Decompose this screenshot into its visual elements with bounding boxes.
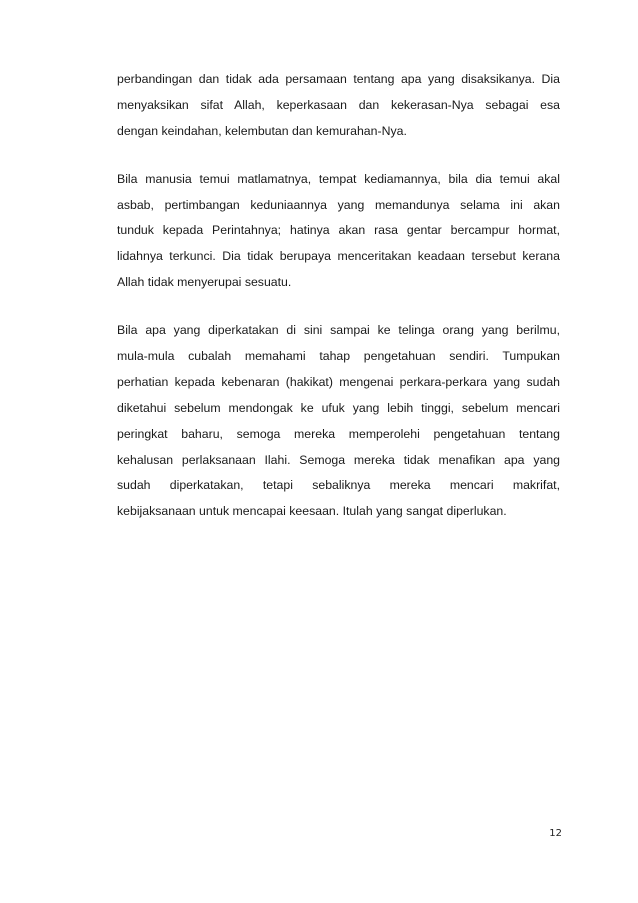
text-line: sudah diperkatakan, tetapi sebaliknya mereka mencari makrifat, [117, 478, 560, 493]
page-number: 12 [549, 828, 562, 839]
text-line: perhatian kepada kebenaran (hakikat) mengenai perkara-perkara yang sudah [117, 374, 560, 389]
text-line: Bila apa yang diperkatakan di sini sampai ke telinga orang yang berilmu, [117, 323, 560, 338]
text-line: tunduk kepada Perintahnya; hatinya akan rasa gentar bercampur hormat, [117, 223, 560, 238]
text-line: Bila manusia temui matlamatnya, tempat kediamannya, bila dia temui akal [117, 171, 560, 186]
paragraph-2 [117, 167, 560, 296]
text-line: menyaksikan sifat Allah, keperkasaan dan kekerasan-Nya sebagai esa [117, 97, 560, 112]
text-line: diketahui sebelum mendongak ke ufuk yang lebih tinggi, sebelum mencari [117, 400, 560, 415]
text-line: kehalusan perlaksanaan Ilahi. Semoga mereka tidak menafikan apa yang [117, 452, 560, 467]
text-line: peringkat baharu, semoga mereka memperolehi pengetahuan tentang [117, 426, 560, 441]
text-line: mula-mula cubalah memahami tahap pengetahuan sendiri. Tumpukan [117, 349, 560, 364]
paragraph-1 [117, 67, 560, 145]
text-line: asbab, pertimbangan keduniaannya yang memandunya selama ini akan [117, 197, 560, 212]
body-text [117, 67, 560, 547]
text-line: kebijaksanaan untuk mencapai keesaan. Itulah yang sangat diperlukan. [117, 504, 507, 519]
text-line: dengan keindahan, kelembutan dan kemurahan-Nya. [117, 123, 407, 138]
text-line: Allah tidak menyerupai sesuatu. [117, 275, 292, 290]
text-line: perbandingan dan tidak ada persamaan tentang apa yang disaksikanya. Dia [117, 72, 560, 86]
paragraph-3 [117, 318, 560, 525]
text-line: lidahnya terkunci. Dia tidak berupaya menceritakan keadaan tersebut kerana [117, 249, 560, 264]
